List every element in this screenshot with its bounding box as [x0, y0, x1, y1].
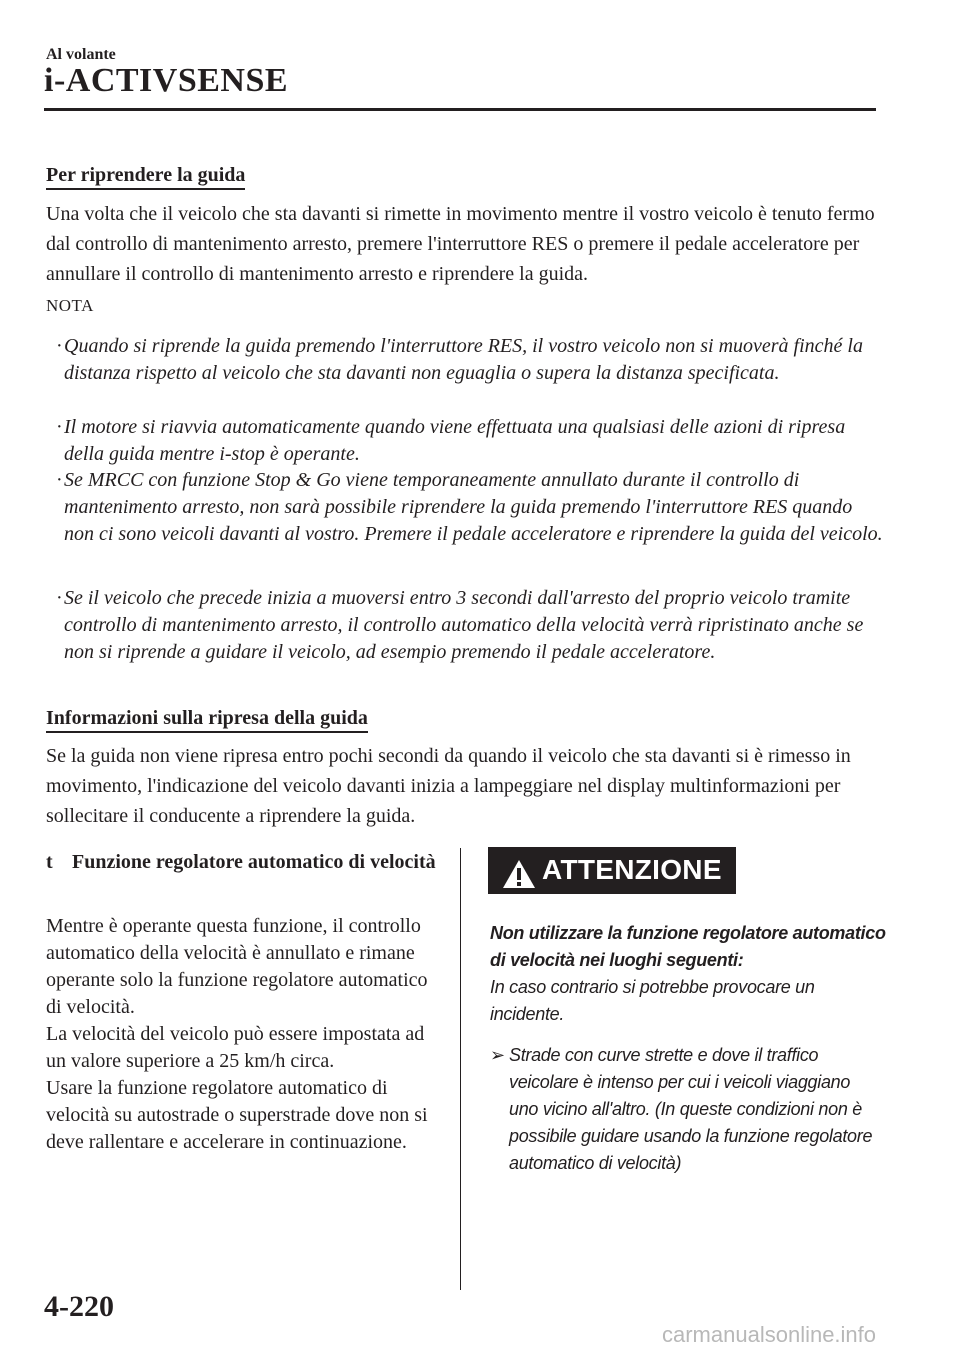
warning-text — [490, 920, 890, 1028]
note-item — [46, 414, 886, 468]
arrow-marker-icon: ➢ — [490, 1045, 505, 1065]
cruise-paragraph: Mentre è operante questa funzione, il controllo automatico della velocità è annullato e rimane operante solo la funzione regolatore automatico di velocità. — [46, 915, 428, 1018]
warning-triangle-icon — [502, 859, 536, 889]
resume-body: Una volta che il veicolo che sta davanti si rimette in movimento mentre il vostro veicolo è tenuto fermo dal controllo di mantenimento arresto, premere l'interruttore RES o premere il pedale acceleratore per annullare il controllo di mantenimento arresto e riprendere la guida. — [46, 203, 875, 285]
resume-heading: Per riprendere la guida — [46, 163, 245, 190]
column-divider — [460, 848, 461, 1290]
note-item — [46, 333, 886, 387]
cruise-paragraph: La velocità del veicolo può essere impostata ad un valore superiore a 25 km/h circa. — [46, 1023, 425, 1072]
page-title: i-ACTIVSENSE — [44, 62, 289, 99]
note-text: Quando si riprende la guida premendo l'interruttore RES, il vostro veicolo non si muoverà finché la distanza rispetto al veicolo che sta davanti non eguaglia o supera la distanza specificata. — [64, 335, 863, 384]
bullet-mark: · — [56, 335, 63, 357]
page-number: 4-220 — [44, 1290, 114, 1323]
warning-consequence: In caso contrario si potrebbe provocare un incidente. — [490, 977, 815, 1024]
section-label: Al volante — [46, 46, 116, 63]
warning-item-text: Strade con curve strette e dove il traffico veicolare è intenso per cui i veicoli viaggiano uno vicino all'altro. (In queste condizioni non è possibile guidare usando la funzione regolatore automatico di velocità) — [509, 1045, 873, 1173]
warning-list-item — [490, 1042, 880, 1177]
note-text: Se MRCC con funzione Stop & Go viene temporaneamente annullato durante il controllo di mantenimento arresto, non sarà possibile riprendere la guida premendo l'interruttore RES quando non ci sono veicoli davanti al vostro. Premere il pedale acceleratore e riprendere la guida del veicolo. — [64, 469, 883, 545]
note-text: Se il veicolo che precede inizia a muoversi entro 3 secondi dall'arresto del proprio veicolo tramite controllo di mantenimento arresto, il controllo automatico della velocità verrà ripristinato anche se non si riprende a guidare il veicolo, ad esempio premendo il pedale acceleratore. — [64, 587, 864, 663]
bullet-mark: · — [56, 469, 63, 491]
watermark: carmanualsonline.info — [662, 1322, 877, 1347]
bullet-mark: · — [56, 416, 63, 438]
info-heading: Informazioni sulla ripresa della guida — [46, 706, 368, 733]
note-text: Il motore si riavvia automaticamente quando viene effettuata una qualsiasi delle azioni di ripresa della guida mentre i-stop è operante. — [64, 416, 846, 465]
cruise-body — [46, 913, 446, 1156]
note-item — [46, 585, 886, 666]
note-item — [46, 467, 886, 548]
warning-label: ATTENZIONE — [542, 854, 722, 885]
info-body: Se la guida non viene ripresa entro pochi secondi da quando il veicolo che sta davanti si è rimesso in movimento, l'indicazione del veicolo davanti inizia a lampeggiare nel display multinformazioni per sollecitare il conducente a riprendere la guida. — [46, 745, 851, 827]
warning-bold-text: Non utilizzare la funzione regolatore automatico di velocità nei luoghi seguenti: — [490, 923, 886, 970]
cruise-heading-text: Funzione regolatore automatico di velocità — [72, 851, 436, 873]
warning-banner — [488, 847, 736, 894]
header-divider — [44, 108, 876, 111]
cruise-heading — [46, 848, 436, 876]
bullet-mark: · — [56, 587, 63, 609]
nota-label: NOTA — [46, 296, 94, 315]
section-marker: t — [46, 851, 53, 873]
cruise-paragraph: Usare la funzione regolatore automatico di velocità su autostrade o superstrade dove non si deve rallentare e accelerare in continuazione. — [46, 1077, 428, 1153]
